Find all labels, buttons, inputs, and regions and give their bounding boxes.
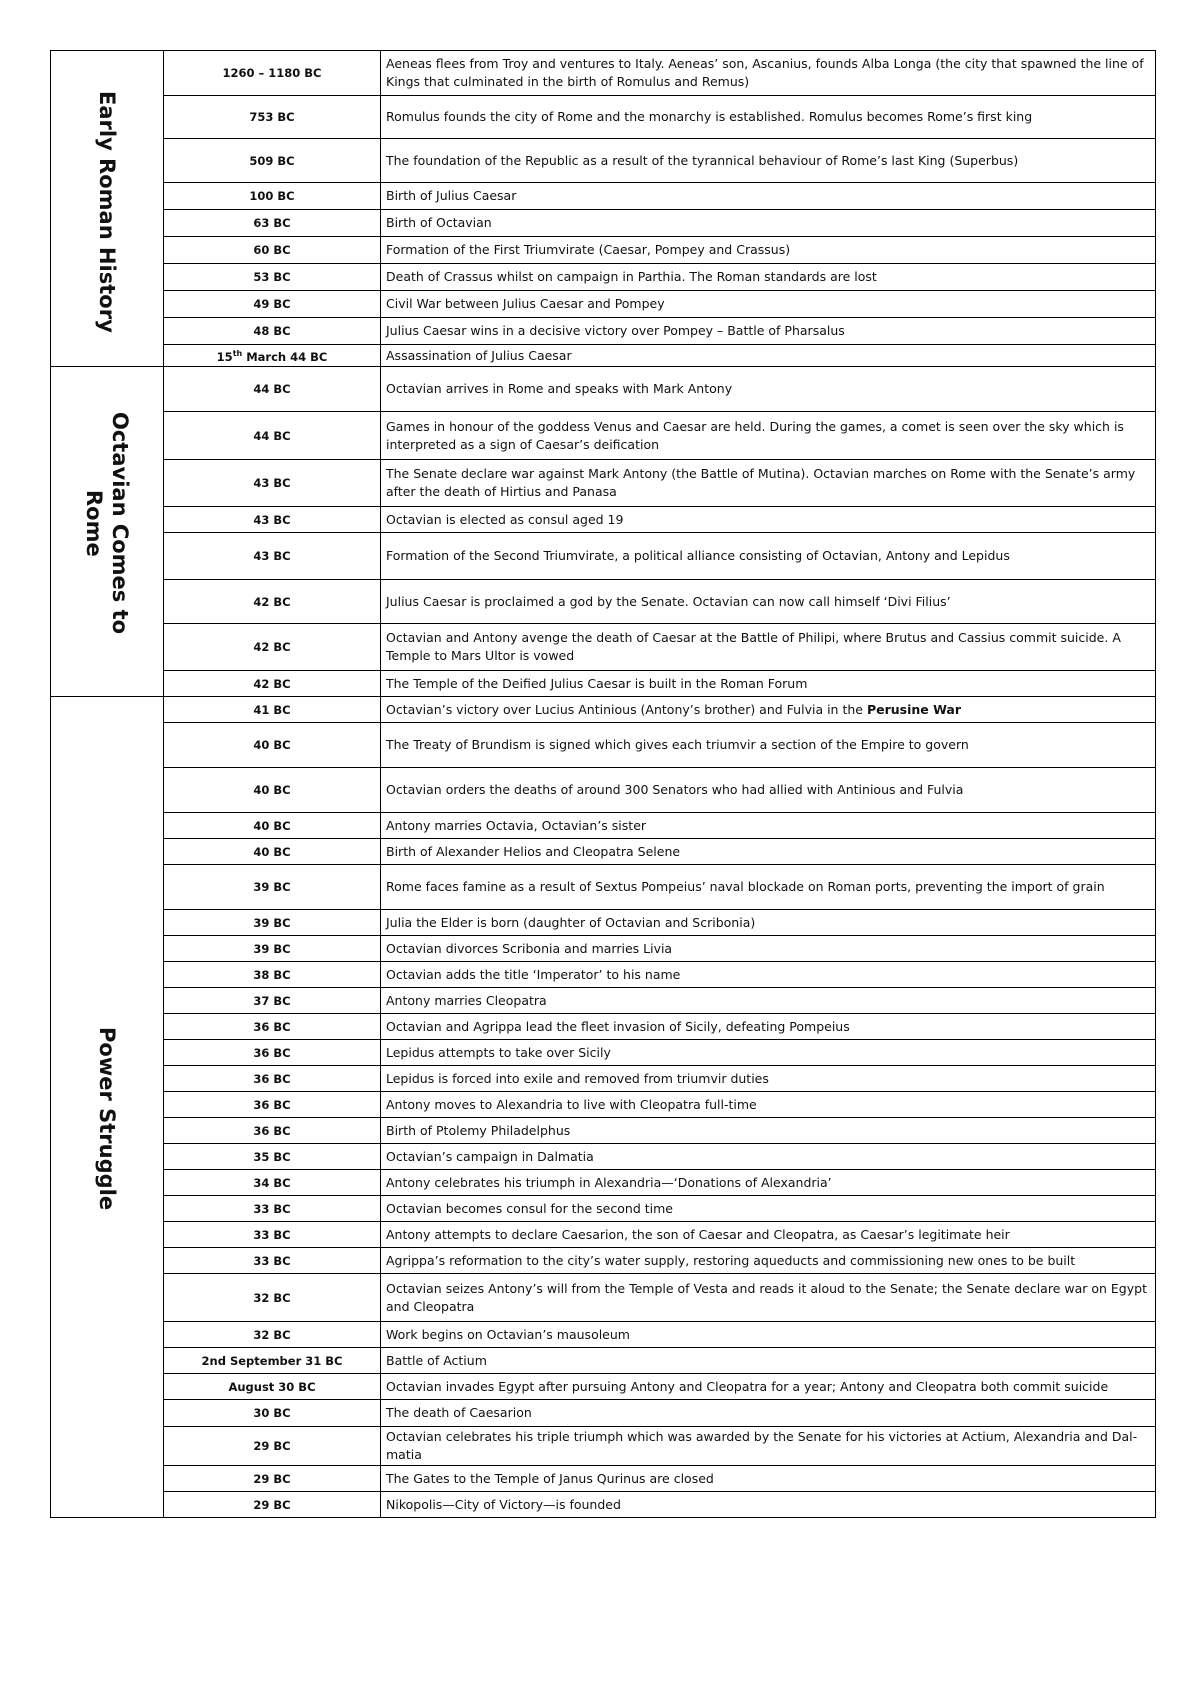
section-title: Early Roman History (95, 91, 119, 333)
date-cell: 32 BC (164, 1274, 381, 1322)
table-row (51, 460, 1156, 507)
date-cell: 33 BC (164, 1196, 381, 1222)
date-cell: 40 BC (164, 768, 381, 813)
date-cell: 32 BC (164, 1322, 381, 1348)
date-cell: 1260 – 1180 BC (164, 51, 381, 96)
date-cell: 36 BC (164, 1092, 381, 1118)
event-cell: The death of Caesarion (381, 1400, 1156, 1427)
date-cell: 44 BC (164, 367, 381, 412)
table-row (51, 1274, 1156, 1322)
table-row (51, 910, 1156, 936)
date-cell: 36 BC (164, 1040, 381, 1066)
event-cell: Antony attempts to declare Caesarion, the son of Caesar and Cleopatra, as Caesar’s legitimate heir (381, 1222, 1156, 1248)
date-cell: 43 BC (164, 460, 381, 507)
date-cell: 33 BC (164, 1248, 381, 1274)
table-row (51, 51, 1156, 96)
date-cell: 34 BC (164, 1170, 381, 1196)
table-row (51, 367, 1156, 412)
event-cell: Antony moves to Alexandria to live with Cleopatra full-time (381, 1092, 1156, 1118)
event-cell: Battle of Actium (381, 1348, 1156, 1374)
event-cell: Lepidus attempts to take over Sicily (381, 1040, 1156, 1066)
event-cell: Birth of Alexander Helios and Cleopatra Selene (381, 839, 1156, 865)
date-cell: 39 BC (164, 910, 381, 936)
table-row (51, 1144, 1156, 1170)
event-cell: Rome faces famine as a result of Sextus Pompeius’ naval blockade on Roman ports, preventing the import of grain (381, 865, 1156, 910)
table-row (51, 697, 1156, 723)
table-row (51, 1466, 1156, 1492)
event-cell: Romulus founds the city of Rome and the monarchy is established. Romulus becomes Rome’s first king (381, 96, 1156, 139)
event-cell: The foundation of the Republic as a result of the tyrannical behaviour of Rome’s last King (Superbus) (381, 139, 1156, 183)
date-cell: 39 BC (164, 865, 381, 910)
event-cell: The Treaty of Brundism is signed which gives each triumvir a section of the Empire to govern (381, 723, 1156, 768)
event-cell: Octavian adds the title ‘Imperator’ to his name (381, 962, 1156, 988)
date-cell: 40 BC (164, 723, 381, 768)
event-cell: Octavian orders the deaths of around 300 Senators who had allied with Antinious and Fulvia (381, 768, 1156, 813)
event-cell: Death of Crassus whilst on campaign in Parthia. The Roman standards are lost (381, 264, 1156, 291)
date-cell: 38 BC (164, 962, 381, 988)
event-cell: Birth of Octavian (381, 210, 1156, 237)
table-row (51, 624, 1156, 671)
table-row (51, 318, 1156, 345)
event-cell: Julia the Elder is born (daughter of Octavian and Scribonia) (381, 910, 1156, 936)
event-cell: Octavian arrives in Rome and speaks with Mark Antony (381, 367, 1156, 412)
event-cell: Formation of the First Triumvirate (Caesar, Pompey and Crassus) (381, 237, 1156, 264)
event-cell: Octavian is elected as consul aged 19 (381, 507, 1156, 533)
table-row (51, 865, 1156, 910)
event-cell: Aeneas flees from Troy and ventures to Italy. Aeneas’ son, Ascanius, founds Alba Longa (the city that spawned the line of Kings that culminated in the birth of Romulus and Remus) (381, 51, 1156, 96)
table-row (51, 1092, 1156, 1118)
date-cell: 35 BC (164, 1144, 381, 1170)
table-row (51, 183, 1156, 210)
table-row (51, 291, 1156, 318)
date-cell: August 30 BC (164, 1374, 381, 1400)
table-row (51, 1248, 1156, 1274)
date-cell: 63 BC (164, 210, 381, 237)
table-row (51, 210, 1156, 237)
event-bold-text: Perusine War (866, 701, 962, 717)
date-cell (164, 345, 381, 367)
date-cell: 36 BC (164, 1066, 381, 1092)
table-row (51, 1374, 1156, 1400)
event-cell: Julius Caesar is proclaimed a god by the Senate. Octavian can now call himself ‘Divi Filius’ (381, 580, 1156, 624)
section-cell-early-roman-history (51, 51, 164, 367)
date-cell: 42 BC (164, 580, 381, 624)
date-ordinal: th (232, 349, 243, 359)
date-cell: 33 BC (164, 1222, 381, 1248)
table-row (51, 1492, 1156, 1518)
table-row (51, 1427, 1156, 1466)
date-cell: 41 BC (164, 697, 381, 723)
event-cell: Lepidus is forced into exile and removed from triumvir duties (381, 1066, 1156, 1092)
event-cell: Formation of the Second Triumvirate, a political alliance consisting of Octavian, Antony and Lepidus (381, 533, 1156, 580)
date-cell: 29 BC (164, 1466, 381, 1492)
table-row (51, 345, 1156, 367)
date-cell: 40 BC (164, 813, 381, 839)
event-cell: The Temple of the Deified Julius Caesar is built in the Roman Forum (381, 671, 1156, 697)
event-cell: Assassination of Julius Caesar (381, 345, 1156, 367)
event-cell: Birth of Julius Caesar (381, 183, 1156, 210)
date-cell: 60 BC (164, 237, 381, 264)
table-row (51, 139, 1156, 183)
event-cell: Octavian becomes consul for the second time (381, 1196, 1156, 1222)
event-cell: Julius Caesar wins in a decisive victory over Pompey – Battle of Pharsalus (381, 318, 1156, 345)
table-row (51, 1118, 1156, 1144)
date-cell: 29 BC (164, 1492, 381, 1518)
event-cell: Octavian seizes Antony’s will from the Temple of Vesta and reads it aloud to the Senate; the Senate declare war on Egypt and Cleopatra (381, 1274, 1156, 1322)
table-row (51, 723, 1156, 768)
table-row (51, 962, 1156, 988)
event-cell: Octavian and Agrippa lead the fleet invasion of Sicily, defeating Pompeius (381, 1014, 1156, 1040)
table-row (51, 1322, 1156, 1348)
timeline-table (50, 50, 1156, 1518)
event-cell: The Senate declare war against Mark Antony (the Battle of Mutina). Octavian marches on Rome with the Senate’s army after the death of Hirtius and Panasa (381, 460, 1156, 507)
event-cell: Antony marries Octavia, Octavian’s sister (381, 813, 1156, 839)
event-text: Octavian’s victory over Lucius Antinious (Antony’s brother) and Fulvia in the (386, 701, 867, 717)
section-cell-octavian-comes-to-rome (51, 367, 164, 697)
date-cell: 37 BC (164, 988, 381, 1014)
table-row (51, 1196, 1156, 1222)
event-cell: The Gates to the Temple of Janus Qurinus are closed (381, 1466, 1156, 1492)
date-cell: 29 BC (164, 1427, 381, 1466)
section-cell-power-struggle (51, 697, 164, 1518)
table-row (51, 1040, 1156, 1066)
date-cell: 39 BC (164, 936, 381, 962)
date-cell: 30 BC (164, 1400, 381, 1427)
table-row (51, 813, 1156, 839)
table-row (51, 671, 1156, 697)
table-row (51, 580, 1156, 624)
table-row (51, 1222, 1156, 1248)
date-cell: 2nd September 31 BC (164, 1348, 381, 1374)
table-row (51, 96, 1156, 139)
date-cell: 49 BC (164, 291, 381, 318)
date-cell: 42 BC (164, 671, 381, 697)
table-row (51, 936, 1156, 962)
table-row (51, 1400, 1156, 1427)
date-cell: 44 BC (164, 412, 381, 460)
table-row (51, 1348, 1156, 1374)
date-rest: March 44 BC (242, 349, 328, 364)
date-cell: 36 BC (164, 1118, 381, 1144)
date-day: 15 (216, 349, 233, 364)
event-cell: Agrippa’s reformation to the city’s water supply, restoring aqueducts and commissioning new ones to be built (381, 1248, 1156, 1274)
event-cell: Antony celebrates his triumph in Alexandria—‘Donations of Alexandria’ (381, 1170, 1156, 1196)
event-cell (381, 697, 1156, 723)
event-cell: Nikopolis—City of Victory—is founded (381, 1492, 1156, 1518)
table-row (51, 412, 1156, 460)
table-row (51, 988, 1156, 1014)
date-cell: 753 BC (164, 96, 381, 139)
section-title: Power Struggle (95, 1027, 119, 1211)
date-cell: 40 BC (164, 839, 381, 865)
event-cell: Birth of Ptolemy Philadelphus (381, 1118, 1156, 1144)
table-row (51, 1066, 1156, 1092)
event-cell: Antony marries Cleopatra (381, 988, 1156, 1014)
date-cell: 509 BC (164, 139, 381, 183)
section-title: Octavian Comes to Rome (82, 412, 132, 635)
date-cell: 48 BC (164, 318, 381, 345)
table-row (51, 507, 1156, 533)
event-cell: Octavian invades Egypt after pursuing Antony and Cleopatra for a year; Antony and Cleopatra both commit suicide (381, 1374, 1156, 1400)
event-cell: Work begins on Octavian’s mausoleum (381, 1322, 1156, 1348)
event-cell: Civil War between Julius Caesar and Pompey (381, 291, 1156, 318)
table-row (51, 237, 1156, 264)
table-row (51, 264, 1156, 291)
table-row (51, 1170, 1156, 1196)
date-cell: 100 BC (164, 183, 381, 210)
table-row (51, 533, 1156, 580)
table-row (51, 1014, 1156, 1040)
event-cell: Games in honour of the goddess Venus and Caesar are held. During the games, a comet is seen over the sky which is interpreted as a sign of Caesar’s deification (381, 412, 1156, 460)
event-cell: Octavian celebrates his triple triumph which was awarded by the Senate for his victories at Actium, Alexandria and Dal-matia (381, 1427, 1156, 1466)
date-cell: 36 BC (164, 1014, 381, 1040)
date-cell: 53 BC (164, 264, 381, 291)
date-cell: 43 BC (164, 507, 381, 533)
event-cell: Octavian and Antony avenge the death of Caesar at the Battle of Philipi, where Brutus and Cassius commit suicide. A Temple to Mars Ultor is vowed (381, 624, 1156, 671)
table-row (51, 839, 1156, 865)
date-cell: 42 BC (164, 624, 381, 671)
event-cell: Octavian’s campaign in Dalmatia (381, 1144, 1156, 1170)
date-cell: 43 BC (164, 533, 381, 580)
event-cell: Octavian divorces Scribonia and marries Livia (381, 936, 1156, 962)
table-row (51, 768, 1156, 813)
